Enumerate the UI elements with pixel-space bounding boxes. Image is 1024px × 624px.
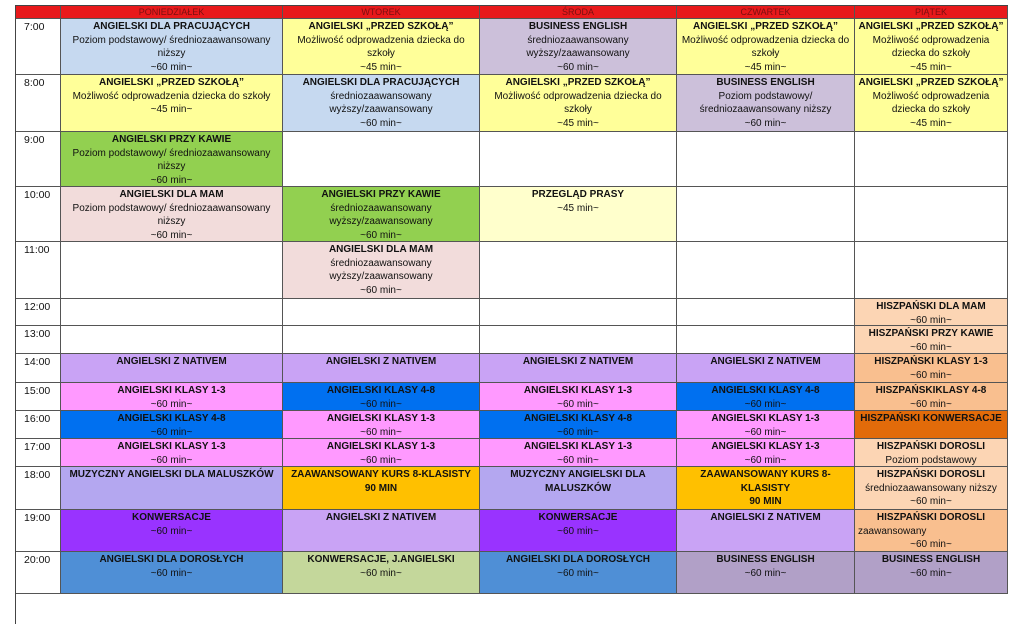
empty-cell: [677, 326, 855, 354]
class-title: HISZPAŃSKI DOROSLI: [876, 441, 986, 452]
class-cell: [480, 467, 677, 510]
class-cell: [677, 411, 855, 439]
class-duration: ~45 min~: [557, 117, 599, 129]
class-title: ANGIELSKI KLASY 4-8: [523, 413, 633, 424]
class-title: ANGIELSKI Z NATIVEM: [710, 356, 821, 367]
class-cell: [283, 439, 480, 467]
class-cell: [855, 510, 1008, 552]
class-cell: [61, 75, 283, 132]
class-cell: [677, 510, 855, 552]
time-label: 20:00: [16, 552, 61, 594]
class-cell: [855, 19, 1008, 75]
class-cell: [480, 187, 677, 242]
class-title: ANGIELSKI KLASY 4-8: [326, 385, 436, 396]
class-duration: ~60 min~: [360, 117, 402, 129]
class-cell: [480, 552, 677, 594]
day-header: PONIEDZIAŁEK: [61, 6, 283, 19]
class-cell: [61, 132, 283, 187]
class-duration: ~45 min~: [150, 104, 193, 115]
class-title: ANGIELSKI DLA PRACUJĄCYCH: [302, 77, 460, 88]
class-cell: [61, 187, 283, 242]
class-cell: [283, 411, 480, 439]
class-duration: ~60 min~: [360, 426, 402, 438]
time-label: 19:00: [16, 510, 61, 552]
class-title: HISZPAŃSKI DOROSLI: [876, 512, 986, 523]
class-title: BUSINESS ENGLISH: [528, 21, 628, 32]
empty-cell: [283, 132, 480, 187]
class-title: ANGIELSKI DLA DOROSŁYCH: [99, 554, 244, 565]
class-title: KONWERSACJE: [132, 512, 211, 523]
class-duration: ~60 min~: [150, 174, 193, 186]
class-duration: ~60 min~: [557, 567, 599, 579]
class-title: ANGIELSKI DLA PRACUJĄCYCH: [93, 21, 250, 32]
class-cell: [677, 383, 855, 411]
class-cell: [855, 299, 1008, 326]
time-label: 8:00: [16, 75, 61, 132]
class-cell: [480, 411, 677, 439]
class-title: ANGIELSKI KLASY 4-8: [711, 385, 820, 396]
empty-cell: [855, 132, 1008, 187]
class-title: ANGIELSKI Z NATIVEM: [522, 356, 634, 367]
class-duration: ~60 min~: [910, 539, 952, 550]
time-label: 18:00: [16, 467, 61, 510]
time-label: 9:00: [16, 132, 61, 187]
class-title: ANGIELSKI KLASY 1-3: [326, 413, 436, 424]
class-description: Możliwość odprowadzenia dziecka do szkoły: [872, 34, 990, 59]
class-duration: ~60 min~: [744, 454, 787, 466]
class-title: BUSINESS ENGLISH: [716, 77, 815, 88]
class-cell: [480, 439, 677, 467]
empty-cell: [855, 187, 1008, 242]
class-cell: [677, 467, 855, 510]
class-title: ANGIELSKI DLA MAM: [119, 189, 224, 200]
class-title: ANGIELSKI „PRZED SZKOŁĄ”: [98, 77, 244, 88]
class-cell: [283, 19, 480, 75]
class-cell: [677, 19, 855, 75]
time-label: 14:00: [16, 354, 61, 383]
class-cell: [283, 510, 480, 552]
class-title: ZAAWANSOWANY KURS 8-KLASISTY: [291, 469, 471, 480]
empty-cell: [283, 326, 480, 354]
class-description: Poziom podstawowy/ średniozaawansowany niższy: [72, 34, 271, 59]
class-duration: ~60 min~: [150, 454, 193, 466]
class-duration: ~60 min~: [744, 398, 787, 410]
class-title: MUZYCZNY ANGIELSKI DLA MALUSZKÓW: [510, 469, 646, 494]
class-title: ANGIELSKI KLASY 1-3: [523, 441, 633, 452]
class-duration: ~60 min~: [360, 567, 402, 579]
class-duration: ~60 min~: [910, 398, 952, 410]
class-cell: [61, 510, 283, 552]
class-duration: ~45 min~: [910, 117, 952, 129]
class-title: HISZPAŃSKIKLASY 4-8: [875, 385, 987, 396]
class-cell: [283, 383, 480, 411]
class-duration: ~60 min~: [360, 398, 402, 410]
class-description: średniozaawansowany wyższy/zaawansowany: [526, 34, 630, 59]
class-cell: [283, 467, 480, 510]
class-description: Poziom podstawowy/ średniozaawansowany niższy: [72, 202, 271, 227]
empty-cell: [61, 242, 283, 299]
class-duration: ~60 min~: [744, 426, 787, 438]
class-title: ANGIELSKI Z NATIVEM: [325, 512, 437, 523]
empty-cell: [677, 132, 855, 187]
class-duration: ~60 min~: [910, 567, 952, 579]
class-duration: 90 MIN: [749, 496, 782, 507]
time-label: 7:00: [16, 19, 61, 75]
class-duration: ~60 min~: [150, 525, 193, 537]
header-corner: [16, 6, 61, 19]
class-duration: 90 MIN: [364, 482, 398, 494]
empty-cell: [855, 242, 1008, 299]
class-title: ANGIELSKI DLA MAM: [328, 244, 434, 255]
class-cell: [61, 383, 283, 411]
class-description: średniozaawansowany wyższy/zaawansowany: [329, 257, 433, 282]
class-cell: [855, 552, 1008, 594]
class-cell: [677, 439, 855, 467]
class-title: ANGIELSKI „PRZED SZKOŁĄ”: [692, 21, 838, 32]
empty-cell: [61, 299, 283, 326]
empty-cell: [677, 242, 855, 299]
class-cell: [283, 354, 480, 383]
class-description: Możliwość odprowadzenia dziecka do szkoły: [872, 90, 990, 115]
day-header: CZWARTEK: [677, 6, 855, 19]
empty-cell: [283, 299, 480, 326]
class-title: ANGIELSKI „PRZED SZKOŁĄ”: [858, 77, 1004, 88]
class-description: Możliwość odprowadzenia dziecka do szkoły: [494, 90, 662, 115]
class-title: PRZEGLĄD PRASY: [531, 189, 625, 200]
class-duration: ~45 min~: [744, 61, 787, 73]
class-title: HISZPAŃSKI DLA MAM: [876, 301, 986, 312]
class-cell: [855, 467, 1008, 510]
class-description: średniozaawansowany wyższy/zaawansowany: [329, 202, 433, 227]
class-cell: [61, 19, 283, 75]
class-duration: ~45 min~: [360, 61, 402, 73]
class-duration: ~60 min~: [557, 426, 599, 438]
class-duration: ~60 min~: [360, 284, 402, 296]
class-duration: ~60 min~: [557, 454, 599, 466]
class-description: Poziom podstawowy/ średniozaawansowany niższy: [72, 147, 271, 172]
class-duration: ~60 min~: [150, 398, 193, 410]
class-duration: ~60 min~: [360, 229, 402, 241]
day-header: ŚRODA: [480, 6, 677, 19]
class-title: MUZYCZNY ANGIELSKI DLA MALUSZKÓW: [69, 469, 274, 480]
class-title: HISZPAŃSKI KONWERSACJE: [860, 413, 1002, 424]
class-duration: ~60 min~: [910, 369, 952, 381]
class-title: HISZPAŃSKI DOROSLI: [876, 469, 986, 480]
class-cell: [855, 411, 1008, 439]
class-title: ANGIELSKI Z NATIVEM: [325, 356, 437, 367]
time-label: 11:00: [16, 242, 61, 299]
class-title: BUSINESS ENGLISH: [881, 554, 981, 565]
class-cell: [283, 552, 480, 594]
class-description: Możliwość odprowadzenia dziecka do szkoły: [72, 90, 271, 102]
class-title: KONWERSACJE, J.ANGIELSKI: [307, 554, 455, 565]
class-title: ZAAWANSOWANY KURS 8-KLASISTY: [700, 469, 831, 494]
class-title: ANGIELSKI „PRZED SZKOŁĄ”: [505, 77, 651, 88]
class-duration: ~60 min~: [557, 525, 599, 537]
class-title: HISZPAŃSKI KLASY 1-3: [874, 356, 988, 367]
day-header: PIĄTEK: [855, 6, 1008, 19]
class-duration: ~60 min~: [910, 341, 952, 353]
class-cell: [480, 19, 677, 75]
class-duration: ~60 min~: [150, 567, 193, 579]
class-duration: ~60 min~: [360, 454, 402, 466]
time-label: 12:00: [16, 299, 61, 326]
time-label: 16:00: [16, 411, 61, 439]
class-description: zaawansowany: [858, 525, 927, 537]
class-duration: ~60 min~: [744, 117, 787, 129]
class-cell: [677, 354, 855, 383]
class-cell: [480, 354, 677, 383]
class-cell: [283, 187, 480, 242]
schedule-table: [15, 5, 1008, 624]
class-duration: ~60 min~: [150, 229, 193, 241]
class-cell: [61, 467, 283, 510]
class-description: średniozaawansowany niższy: [865, 482, 997, 494]
class-cell: [677, 552, 855, 594]
class-duration: ~60 min~: [910, 314, 952, 326]
class-title: ANGIELSKI PRZY KAWIE: [111, 134, 232, 145]
class-duration: ~60 min~: [557, 398, 599, 410]
time-label: 15:00: [16, 383, 61, 411]
class-title: ANGIELSKI KLASY 1-3: [711, 441, 820, 452]
empty-cell: [677, 299, 855, 326]
class-cell: [283, 75, 480, 132]
class-description: Możliwość odprowadzenia dziecka do szkoły: [681, 34, 850, 59]
class-title: ANGIELSKI KLASY 1-3: [326, 441, 436, 452]
class-title: ANGIELSKI KLASY 1-3: [117, 441, 226, 452]
empty-cell: [480, 299, 677, 326]
class-duration: ~45 min~: [557, 202, 599, 214]
class-cell: [855, 75, 1008, 132]
class-description: Możliwość odprowadzenia dziecka do szkoły: [297, 34, 465, 59]
class-title: ANGIELSKI „PRZED SZKOŁĄ”: [858, 21, 1004, 32]
class-title: ANGIELSKI PRZY KAWIE: [321, 189, 441, 200]
class-cell: [61, 354, 283, 383]
class-description: średniozaawansowany wyższy/zaawansowany: [329, 90, 433, 115]
time-label: 17:00: [16, 439, 61, 467]
class-duration: ~60 min~: [557, 61, 599, 73]
time-label: 13:00: [16, 326, 61, 354]
class-title: ANGIELSKI KLASY 1-3: [711, 413, 820, 424]
class-cell: [61, 411, 283, 439]
class-title: ANGIELSKI KLASY 1-3: [523, 385, 633, 396]
class-duration: ~60 min~: [910, 496, 952, 507]
day-header: WTOREK: [283, 6, 480, 19]
class-cell: [855, 439, 1008, 467]
empty-cell: [480, 326, 677, 354]
class-cell: [855, 354, 1008, 383]
empty-cell: [480, 132, 677, 187]
class-cell: [480, 510, 677, 552]
empty-cell: [480, 242, 677, 299]
class-description: Poziom podstawowy/ średniozaawansowany niższy: [699, 90, 832, 115]
class-title: HISZPAŃSKI PRZY KAWIE: [868, 328, 994, 339]
time-label: 10:00: [16, 187, 61, 242]
class-cell: [677, 75, 855, 132]
class-title: KONWERSACJE: [538, 512, 618, 523]
class-title: ANGIELSKI KLASY 1-3: [117, 385, 226, 396]
class-duration: ~60 min~: [150, 426, 193, 438]
class-title: ANGIELSKI Z NATIVEM: [710, 512, 821, 523]
empty-cell: [61, 326, 283, 354]
empty-cell: [677, 187, 855, 242]
class-cell: [855, 326, 1008, 354]
class-title: BUSINESS ENGLISH: [716, 554, 815, 565]
class-cell: [855, 383, 1008, 411]
class-title: ANGIELSKI „PRZED SZKOŁĄ”: [308, 21, 454, 32]
class-cell: [61, 439, 283, 467]
class-title: ANGIELSKI DLA DOROSŁYCH: [505, 554, 651, 565]
class-duration: ~60 min~: [150, 61, 193, 73]
class-title: ANGIELSKI KLASY 4-8: [117, 413, 226, 424]
class-duration: ~45 min~: [910, 61, 952, 73]
class-cell: [283, 242, 480, 299]
class-title: ANGIELSKI Z NATIVEM: [116, 356, 227, 367]
class-description: Poziom podstawowy: [885, 454, 977, 466]
class-duration: ~60 min~: [744, 567, 787, 579]
class-cell: [61, 552, 283, 594]
class-cell: [480, 75, 677, 132]
class-cell: [480, 383, 677, 411]
